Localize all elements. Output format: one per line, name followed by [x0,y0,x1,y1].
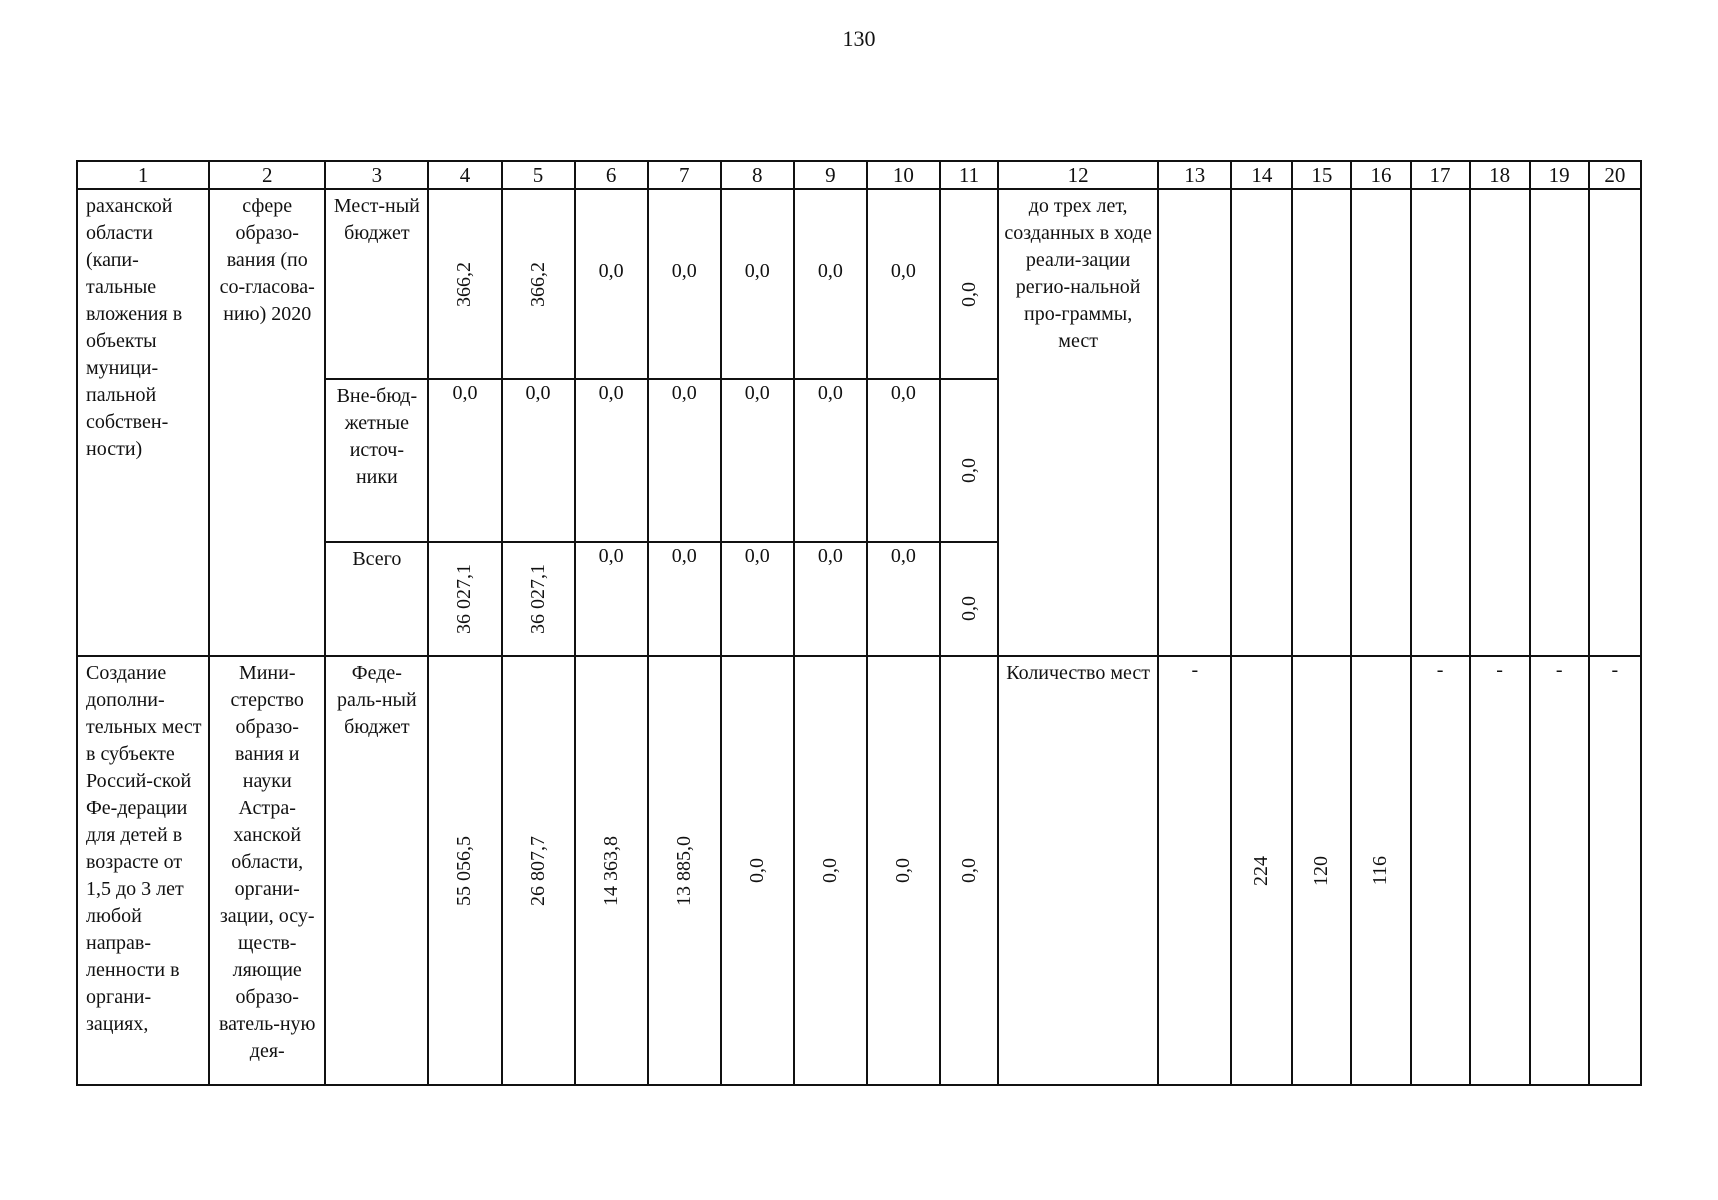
value-year: 0,0 [957,858,980,884]
column-number: 5 [502,161,575,189]
value-year: 26 807,7 [526,835,549,906]
column-number: 10 [867,161,940,189]
column-number: 14 [1231,161,1292,189]
indicator-value-cell [1530,656,1589,1085]
activity-name: раханской области (капи-тальные вложения в объекты муници-пальной собствен-ности) [86,195,183,460]
indicator-value-cell [1589,656,1641,1085]
indicator-value: - [1191,659,1199,682]
column-number: 1 [77,161,209,189]
value-cell: 0,0 [794,189,867,379]
column-number: 20 [1589,161,1641,189]
value-cell [940,189,998,379]
column-number: 7 [648,161,721,189]
indicator-value-cell [1292,656,1351,1085]
value-cell [940,656,998,1085]
page-number: 130 [842,26,876,51]
indicator-value: 224 [1250,855,1273,886]
column-number: 17 [1411,161,1470,189]
empty-cell [1530,189,1589,656]
value-cell: 0,0 [721,542,794,656]
value-cell [721,656,794,1085]
value-cell: 0,0 [575,189,648,379]
executor-cell [209,656,325,1085]
value-year: 36 027,1 [526,563,549,634]
value-cell [648,656,721,1085]
source-cell [325,542,428,656]
executor-name: сфере образо-вания (по со-гласова-нию) 2020 [219,195,315,325]
value-total: 366,2 [453,261,476,307]
column-number: 12 [998,161,1158,189]
value-year: 13 885,0 [672,835,695,906]
value-cell: 0,0 [648,379,721,541]
source-cell [325,656,428,1085]
value-total: 55 056,5 [453,835,476,906]
activity-name: Создание дополни-тельных мест в субъекте Россий-ской Фе-дерации для детей в возрасте от 1,5 до 3 лет любой направ-ленности в органи-зациях, [86,662,202,1036]
indicator-value: - [1496,659,1503,682]
column-number: 13 [1158,161,1231,189]
value-year: 14 363,8 [599,835,622,906]
value-cell [502,542,575,656]
column-number: 6 [575,161,648,189]
value-cell: 0,0 [575,379,648,541]
value-cell: 0,0 [794,379,867,541]
column-number-row [77,161,1641,189]
indicator-value: - [1611,659,1619,682]
funding-source: Мест-ный бюджет [333,195,420,244]
table-row [77,656,1641,1085]
empty-cell [1470,189,1530,656]
indicator-value: - [1436,659,1444,682]
column-number: 18 [1470,161,1530,189]
empty-cell [1158,189,1231,656]
column-number: 8 [721,161,794,189]
value-cell: 0,0 [428,379,501,541]
indicator-value-cell [1231,656,1292,1085]
budget-table [76,160,1642,1086]
indicator-cell [998,189,1158,656]
value-cell: 0,0 [575,542,648,656]
value-cell [502,656,575,1085]
funding-source: Всего [352,547,402,570]
value-cell [428,656,501,1085]
value-year: 0,0 [745,858,768,884]
column-number: 3 [325,161,428,189]
value-year: 0,0 [891,858,914,884]
column-number: 9 [794,161,867,189]
value-cell: 0,0 [867,379,940,541]
funding-source: Феде-раль-ный бюджет [337,662,417,739]
value-year: 366,2 [526,261,549,307]
value-cell [867,656,940,1085]
value-cell: 0,0 [794,542,867,656]
value-cell [940,379,998,541]
value-year: 0,0 [957,281,980,307]
column-number: 11 [940,161,998,189]
value-year: 0,0 [957,458,980,484]
value-cell [428,542,501,656]
value-year: 0,0 [957,596,980,622]
source-cell [325,379,428,541]
funding-source: Вне-бюд-жетные источ-ники [336,385,418,489]
empty-cell [1292,189,1351,656]
column-number: 4 [428,161,501,189]
empty-cell [1411,189,1470,656]
empty-cell [1231,189,1292,656]
indicator-value-cell [1158,656,1231,1085]
indicator-name: до трех лет, созданных в ходе реали-зации регио-нальной про-граммы, мест [1004,195,1152,352]
value-cell: 0,0 [648,189,721,379]
value-cell [428,189,501,379]
value-cell: 0,0 [648,542,721,656]
column-number: 19 [1530,161,1589,189]
indicator-value-cell [1470,656,1530,1085]
value-cell: 0,0 [721,379,794,541]
value-cell [502,189,575,379]
indicator-value-cell [1411,656,1470,1085]
indicator-value-cell [1351,656,1410,1085]
value-year: 0,0 [818,858,841,884]
value-cell [794,656,867,1085]
value-cell: 0,0 [867,542,940,656]
table-row [77,189,1641,379]
empty-cell [1589,189,1641,656]
indicator-name: Количество мест [1006,662,1151,685]
activity-name-cell [77,656,209,1085]
value-cell: 0,0 [867,189,940,379]
value-cell [575,656,648,1085]
value-cell: 0,0 [502,379,575,541]
value-cell: 0,0 [721,189,794,379]
value-cell [940,542,998,656]
column-number: 16 [1351,161,1410,189]
indicator-value: 120 [1310,855,1333,886]
executor-cell [209,189,325,656]
column-number: 2 [209,161,325,189]
source-cell [325,189,428,379]
indicator-value: 116 [1369,855,1392,886]
column-number: 15 [1292,161,1351,189]
indicator-value: - [1555,659,1563,682]
value-total: 36 027,1 [453,563,476,634]
executor-name: Мини-стерство образо-вания и науки Астра-ханской области, органи-зации, осу-ществ-ляющие образо-ватель-ную дея- [218,662,316,1063]
activity-name-cell [77,189,209,656]
empty-cell [1351,189,1410,656]
indicator-cell [998,656,1158,1085]
